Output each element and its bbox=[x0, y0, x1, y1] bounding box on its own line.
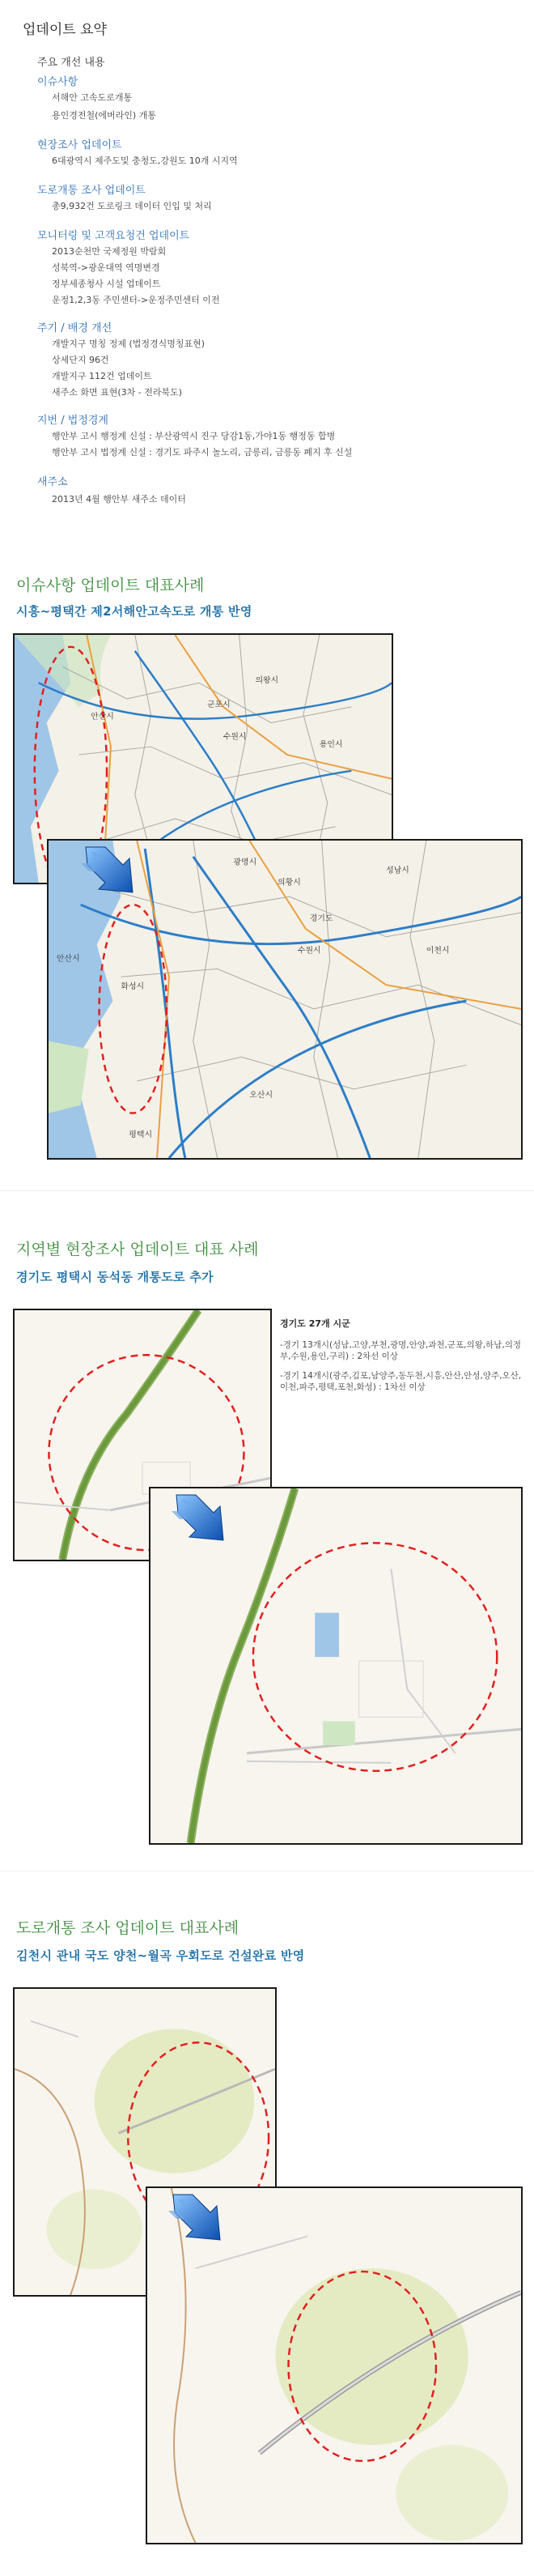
summary-line: 서해안 고속도로개통 bbox=[52, 92, 133, 103]
summary-line: 행안부 고시 행정계 신설 : 부산광역시 진구 당감1동,가야1동 행정동 합병 bbox=[52, 431, 336, 441]
category-field-survey: 현장조사 업데이트 bbox=[37, 139, 122, 151]
section1-subtitle: 시흥~평택간 제2서해안고속도로 개통 반영 bbox=[16, 604, 252, 619]
arrow-icon bbox=[79, 839, 144, 904]
summary-line: 용인경전철(에버라인) 개통 bbox=[52, 110, 156, 121]
map-label: 광명시 bbox=[233, 858, 257, 867]
section3-subtitle: 김천시 관내 국도 양천~월곡 우회도로 건설완료 반영 bbox=[16, 1948, 305, 1963]
summary-line: 운정1,2,3동 주민센터->운정주민센터 이전 bbox=[52, 295, 220, 305]
map-label: 안산시 bbox=[56, 954, 80, 964]
map-label: 수원시 bbox=[297, 946, 321, 956]
map-label: 화성시 bbox=[121, 982, 145, 992]
map-label: 성남시 bbox=[386, 866, 409, 875]
survey-note-item: -경기 14개시(광주,김포,남양주,동두천,시흥,안산,안성,양주,오산,이천,파주,평택,포천,화성) : 1차선 이상 bbox=[280, 1371, 522, 1392]
map-label: 오산시 bbox=[249, 1090, 273, 1100]
category-background: 주기 / 배경 개선 bbox=[37, 322, 112, 334]
section-divider bbox=[0, 1190, 534, 1191]
summary-line: 개발지구 명칭 정제 (법정경식명칭표현) bbox=[52, 338, 206, 349]
summary-line: 성북역->광운대역 역명변경 bbox=[52, 262, 160, 273]
map-label: 용인시 bbox=[319, 740, 343, 750]
summary-line: 2013순천만 국제정원 박람회 bbox=[52, 246, 167, 257]
map-label: 의황시 bbox=[278, 878, 301, 888]
summary-line: 정부세종청사 시설 업데이트 bbox=[52, 279, 161, 289]
summary-line: 2013년 4월 행안부 새주소 데이터 bbox=[52, 494, 186, 505]
survey-note-title: 경기도 27개 시군 bbox=[280, 1318, 350, 1329]
category-road-opening: 도로개통 조사 업데이트 bbox=[37, 185, 146, 197]
map-label: 의왕시 bbox=[255, 676, 279, 686]
summary-subtitle: 주요 개선 내용 bbox=[37, 57, 105, 69]
map-label: 군포시 bbox=[206, 700, 231, 709]
section3-title: 도로개통 조사 업데이트 대표사례 bbox=[16, 1919, 239, 1937]
category-monitoring: 모니터링 및 고객요청건 업데이트 bbox=[37, 230, 190, 242]
section2-subtitle: 경기도 평택시 동석동 개통도로 추가 bbox=[16, 1270, 214, 1284]
summary-title: 업데이트 요약 bbox=[23, 22, 107, 38]
survey-note bbox=[280, 1318, 523, 1401]
summary-line: 총9,932건 도로링크 데이터 인입 및 처리 bbox=[52, 201, 212, 211]
summary-line: 상세단지 96건 bbox=[52, 355, 109, 365]
summary-line: 6대광역시 제주도및 충청도,강원도 10개 시지역 bbox=[52, 155, 238, 166]
update-summary bbox=[0, 0, 534, 518]
map-label: 평택시 bbox=[129, 1130, 153, 1140]
summary-line: 새주소 화면 표현(3차 - 전라북도) bbox=[52, 387, 183, 398]
category-issue: 이슈사항 bbox=[37, 76, 78, 88]
section1-title: 이슈사항 업데이트 대표사례 bbox=[16, 577, 205, 594]
category-boundary: 지번 / 법정경계 bbox=[37, 415, 108, 427]
survey-note-item: -경기 13개시(성남,고양,부천,광명,안양,과천,군포,의왕,하남,의정부,수원,용인,구리) : 2차선 이상 bbox=[280, 1340, 522, 1361]
map-label: 수원시 bbox=[222, 732, 247, 742]
arrow-icon bbox=[167, 2186, 231, 2251]
category-new-address: 새주소 bbox=[37, 476, 68, 488]
summary-line: 개발지구 112건 업데이트 bbox=[52, 371, 152, 381]
arrow-icon bbox=[170, 1487, 235, 1552]
map-label: 경기도 bbox=[309, 914, 333, 923]
map-label: 안산시 bbox=[91, 712, 114, 722]
section2-title: 지역별 현장조사 업데이트 대표 사례 bbox=[16, 1241, 259, 1258]
summary-line: 행안부 고시 법정계 신설 : 경기도 파주시 놀노리, 금릉리, 금릉동 폐지 후 신설 bbox=[52, 447, 353, 458]
map-label: 이천시 bbox=[426, 946, 450, 956]
